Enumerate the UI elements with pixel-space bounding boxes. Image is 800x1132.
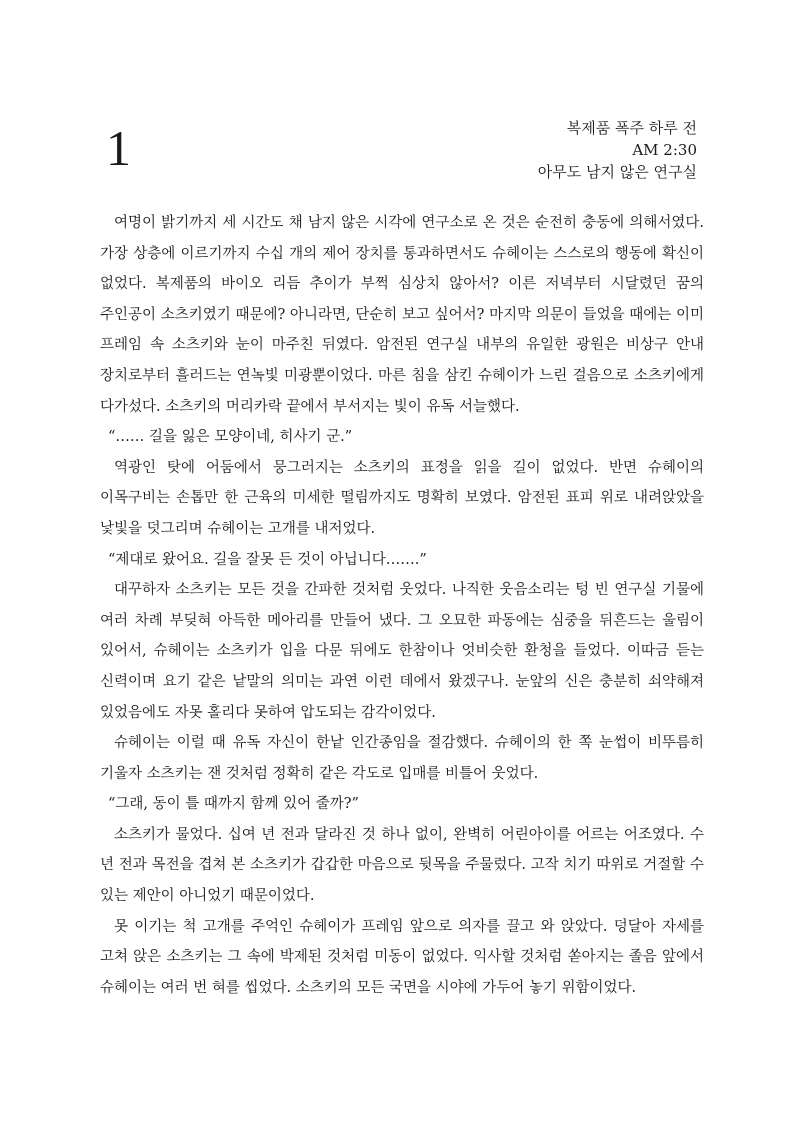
paragraph: 소츠키가 물었다. 십여 년 전과 달라진 것 하나 없이, 완벽히 어린아이를 어르는 어조였다. 수 년 전과 목전을 겹쳐 본 소츠키가 갑갑한 마음으로 뒷목을 주물렀다. 고작 치기 따위로 거절할 수 있는 제안이 아니었기 때문이었다. xyxy=(100,826,704,905)
scene-header xyxy=(538,117,697,183)
dialogue-line: “제대로 왔어요. 길을 잘못 든 것이 아닙니다…….” xyxy=(108,551,427,568)
scene-header-location: 아무도 남지 않은 연구실 xyxy=(537,163,697,181)
paragraph: 대꾸하자 소츠키는 모든 것을 간파한 것처럼 웃었다. 나직한 웃음소리는 텅 빈 연구실 기물에 여러 차례 부딪혀 아득한 메아리를 만들어 냈다. 그 오묘한 파동에는 심중을 뒤흔드는 울림이 있어서, 슈헤이는 소츠키가 입을 다문 뒤에도 한참이나 엇비슷한 환청을 들었다. 이따금 듣는 신력이며 요기 같은 낱말의 의미는 과연 이런 데에서 왔겠구나. 눈앞의 신은 충분히 쇠약해져 있었음에도 자못 홀리다 못하여 압도되는 감각이었다. xyxy=(100,582,704,721)
paragraph: 역광인 탓에 어둠에서 뭉그러지는 소츠키의 표정을 읽을 길이 없었다. 반면 슈헤이의 이목구비는 손톱만 한 근육의 미세한 떨림까지도 명확히 보였다. 암전된 표피 위로 내려앉았을 낯빛을 덧그리며 슈헤이는 고개를 내저었다. xyxy=(100,459,704,537)
paragraph: 여명이 밝기까지 세 시간도 채 남지 않은 시각에 연구소로 온 것은 순전히 충동에 의해서였다. 가장 상층에 이르기까지 수십 개의 제어 장치를 통과하면서도 슈헤이는 스스로의 행동에 확신이 없었다. 복제품의 바이오 리듬 추이가 부쩍 심상치 않아서? 이른 저녁부터 시달렸던 꿈의 주인공이 소츠키였기 때문에? 아니라면, 단순히 보고 싶어서? 마지막 의문이 들었을 때에는 이미 프레임 속 소츠키와 눈이 마주친 뒤였다. 암전된 연구실 내부의 유일한 광원은 비상구 안내 장치로부터 흘러드는 연녹빛 미광뿐이었다. 마른 침을 삼킨 슈헤이가 느린 걸음으로 소츠키에게 다가섰다. 소츠키의 머리카락 끝에서 부서지는 빛이 유독 서늘했다. xyxy=(100,215,704,415)
dialogue-line: “그래, 동이 틀 때까지 함께 있어 줄까?” xyxy=(108,796,359,813)
chapter-number: 1 xyxy=(106,120,131,176)
scene-header-time: AM 2:30 xyxy=(632,141,697,159)
scene-header-line1: 복제품 폭주 하루 전 xyxy=(566,119,697,137)
dialogue-line: “…… 길을 잃은 모양이네, 히사기 군.” xyxy=(108,429,353,446)
paragraph: 슈헤이는 이럴 때 유독 자신이 한낱 인간종임을 절감했다. 슈헤이의 한 쪽 눈썹이 비뚜름히 기울자 소츠키는 잰 것처럼 정확히 같은 각도로 입매를 비틀어 웃었다. xyxy=(100,735,704,782)
chapter-body xyxy=(100,208,704,1003)
paragraph: 못 이기는 척 고개를 주억인 슈헤이가 프레임 앞으로 의자를 끌고 와 앉았다. 덩달아 자세를 고쳐 앉은 소츠키는 그 속에 박제된 것처럼 미동이 없었다. 익사할 것처럼 쏟아지는 졸음 앞에서 슈헤이는 여러 번 혀를 씹었다. 소츠키의 모든 국면을 시야에 가두어 놓기 위함이었다. xyxy=(100,918,704,996)
